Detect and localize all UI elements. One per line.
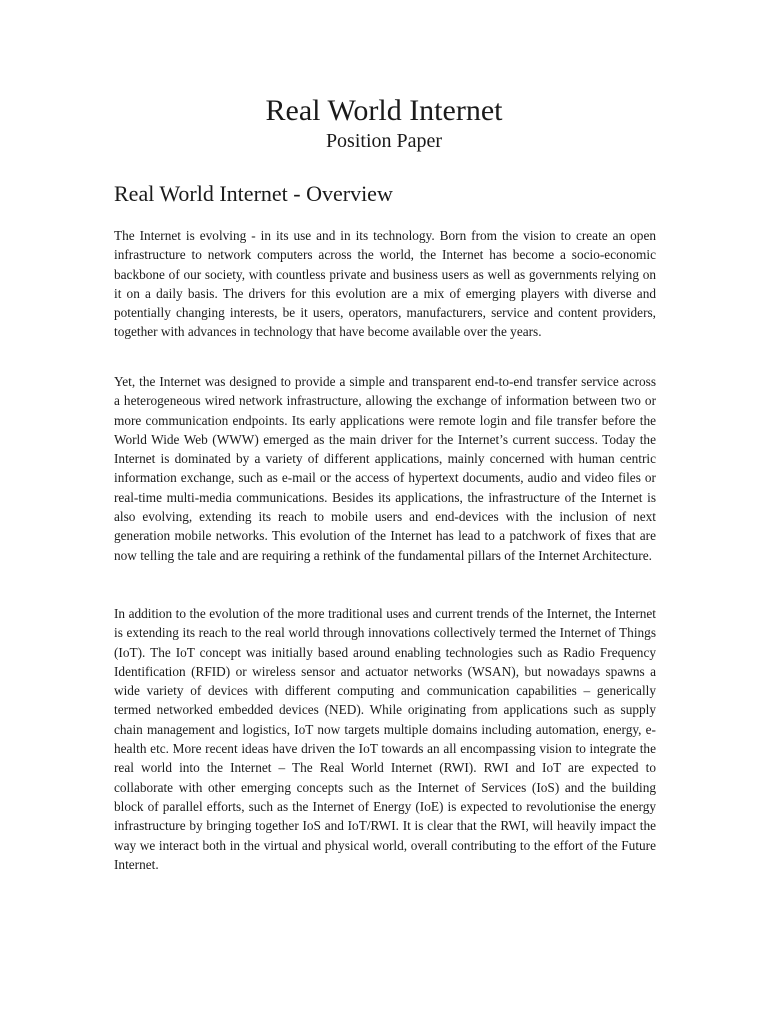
document-subtitle: Position Paper <box>325 130 443 152</box>
paragraph: Yet, the Internet was designed to provide a simple and transparent end-to-end transfer service across a heterogeneous wired network infrastructure, allowing the exchange of information between two or more communication endpoints. Its early applications were remote login and file transfer before the World Wide Web (WWW) emerged as the main driver for the Internet’s current success. Today the Internet is dominated by a variety of different applications, mainly concerned with human centric information exchange, such as e-mail or the access of hypertext documents, audio and video files or real-time multi-media communications. Besides its applications, the infrastructure of the Internet is also evolving, extending its reach to mobile users and end-devices with the inclusion of next generation mobile networks. This evolution of the Internet has lead to a patchwork of fixes that are now telling the tale and are requiring a rethink of the fundamental pillars of the Internet Architecture. <box>114 374 656 563</box>
document-title: Real World Internet <box>265 94 503 127</box>
paragraph: The Internet is evolving - in its use and in its technology. Born from the vision to create an open infrastructure to network computers across the world, the Internet has become a socio-economic backbone of our society, with countless private and business users as well as governments relying on it on a daily basis. The drivers for this evolution are a mix of emerging players with diverse and potentially changing interests, be it users, operators, manufacturers, service and content providers, together with advances in technology that have become available over the years. <box>114 228 656 340</box>
paragraph: In addition to the evolution of the more traditional uses and current trends of the Internet, the Internet is extending its reach to the real world through innovations collectively termed the Internet of Things (IoT). The IoT concept was initially based around enabling technologies such as Radio Frequency Identification (RFID) or wireless sensor and actuator networks (WSAN), but nowadays spawns a wide variety of devices with different computing and communication capabilities – generically termed networked embedded devices (NED). While originating from applications such as supply chain management and logistics, IoT now targets multiple domains including automation, energy, e-health etc. More recent ideas have driven the IoT towards an all encompassing vision to integrate the real world into the Internet – The Real World Internet (RWI). RWI and IoT are expected to collaborate with other emerging concepts such as the Internet of Services (IoS) and the building block of parallel efforts, such as the Internet of Energy (IoE) is expected to revolutionise the energy infrastructure by bringing together IoS and IoT/RWI. It is clear that the RWI, will heavily impact the way we interact both in the virtual and physical world, overall contributing to the effort of the Future Internet. <box>114 606 656 872</box>
section-heading: Real World Internet - Overview <box>114 181 393 206</box>
